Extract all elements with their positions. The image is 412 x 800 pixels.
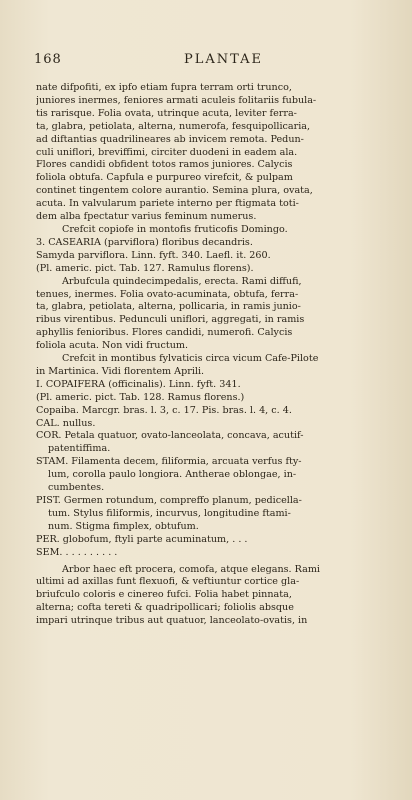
text-line: in Martinica. Vidi florentem Aprili.: [36, 365, 205, 377]
text-line: tis rarisque. Folia ovata, utrinque acuta, leviter ferra-: [36, 107, 297, 119]
text-line: STAM. Filamenta decem, filiformia, arcuata verfus fty-: [36, 456, 302, 468]
text-line: PER. globofum, ftyli parte acuminatum, . . .: [36, 533, 248, 545]
text-line: Flores candidi obfident totos ramos juniores. Calycis: [36, 159, 293, 171]
text-line: tum. Stylus filiformis, incurvus, longitudine ftami-: [48, 507, 291, 519]
text-line: (Pl. americ. pict. Tab. 127. Ramulus florens).: [36, 262, 254, 274]
text-line: ta, glabra, petiolata, alterna, numerofa, fesquipollicaria,: [36, 120, 311, 132]
text-line: continet tingentem colore aurantio. Semina plura, ovata,: [36, 185, 313, 197]
text-line: juniores inermes, feniores armati aculeis folitariis fubula-: [36, 94, 317, 106]
text-line: PIST. Germen rotundum, compreffo planum, pedicella-: [36, 495, 302, 506]
text-line: lum, corolla paulo longiora. Antherae oblongae, in-: [48, 469, 297, 481]
text-line: Arbufcula quindecimpedalis, erecta. Rami diffufi,: [62, 275, 302, 287]
text-line: tenues, inermes. Folia ovato-acuminata, obtufa, ferra-: [36, 288, 299, 300]
text-line: Crefcit copiofe in montofis fruticofis Domingo.: [62, 223, 288, 235]
text-line: Crefcit in montibus fylvaticis circa vicum Cafe-Pilote: [62, 353, 319, 365]
text-line: COR. Petala quatuor, ovato-lanceolata, concava, acutif-: [36, 430, 304, 442]
text-line: culi uniflori, breviffimi, circiter duodeni in eadem ala.: [36, 146, 298, 158]
text-line: foliola obtufa. Capfula e purpureo virefcit, & pulpam: [36, 172, 293, 184]
text-line: ta, glabra, petiolata, alterna, pollicaria, in ramis junio-: [36, 301, 301, 313]
text-line: cumbentes.: [48, 482, 105, 494]
text-line: briufculo coloris e cinereo fufci. Folia habet pinnata,: [36, 589, 292, 601]
species-heading: I. COPAIFERA (officinalis). Linn. fyft. 341.: [36, 378, 241, 390]
text-line: Copaiba. Marcgr. bras. l. 3, c. 17. Pis. bras. l. 4, c. 4.: [36, 404, 292, 416]
text-line: ultimi ad axillas funt flexuofi, & veftiuntur cortice gla-: [36, 576, 300, 588]
text-line: acuta. In valvularum pariete interno per ftigmata toti-: [36, 198, 299, 210]
running-title: PLANTAE: [184, 52, 263, 67]
text-line: aphyllis fenioribus. Flores candidi, numerofi. Calycis: [36, 327, 293, 339]
page-number: 168: [34, 52, 62, 67]
text-line: CAL. nullus.: [36, 417, 96, 429]
page-header: [34, 52, 382, 72]
text-line: num. Stigma fimplex, obtufum.: [48, 520, 199, 532]
text-line: alterna; cofta tereti & quadripollicari; foliolis absque: [36, 602, 294, 614]
text-line: Arbor haec eft procera, comofa, atque elegans. Rami: [62, 563, 320, 575]
text-line: impari utrinque tribus aut quatuor, lanceolato-ovatis, in: [36, 615, 308, 627]
page-body: [36, 82, 402, 628]
text-line: ribus virentibus. Pedunculi uniflori, aggregati, in ramis: [36, 314, 305, 326]
text-line: SEM. . . . . . . . . .: [36, 546, 118, 558]
text-line: foliola acuta. Non vidi fructum.: [36, 340, 189, 352]
text-line: patentiffima.: [48, 443, 111, 455]
species-heading: 3. CASEARIA (parviflora) floribus decandris.: [36, 236, 253, 248]
text-line: (Pl. americ. pict. Tab. 128. Ramus florens.): [36, 391, 245, 403]
text-line: ad diftantias quadrilineares ab invicem remota. Pedun-: [36, 133, 304, 145]
text-line: Samyda parviflora. Linn. fyft. 340. Laefl. it. 260.: [36, 249, 271, 261]
text-line: nate difpofiti, ex ipfo etiam fupra terram orti trunco,: [36, 82, 292, 93]
text-line: dem alba fpectatur varius feminum numerus.: [36, 211, 257, 223]
